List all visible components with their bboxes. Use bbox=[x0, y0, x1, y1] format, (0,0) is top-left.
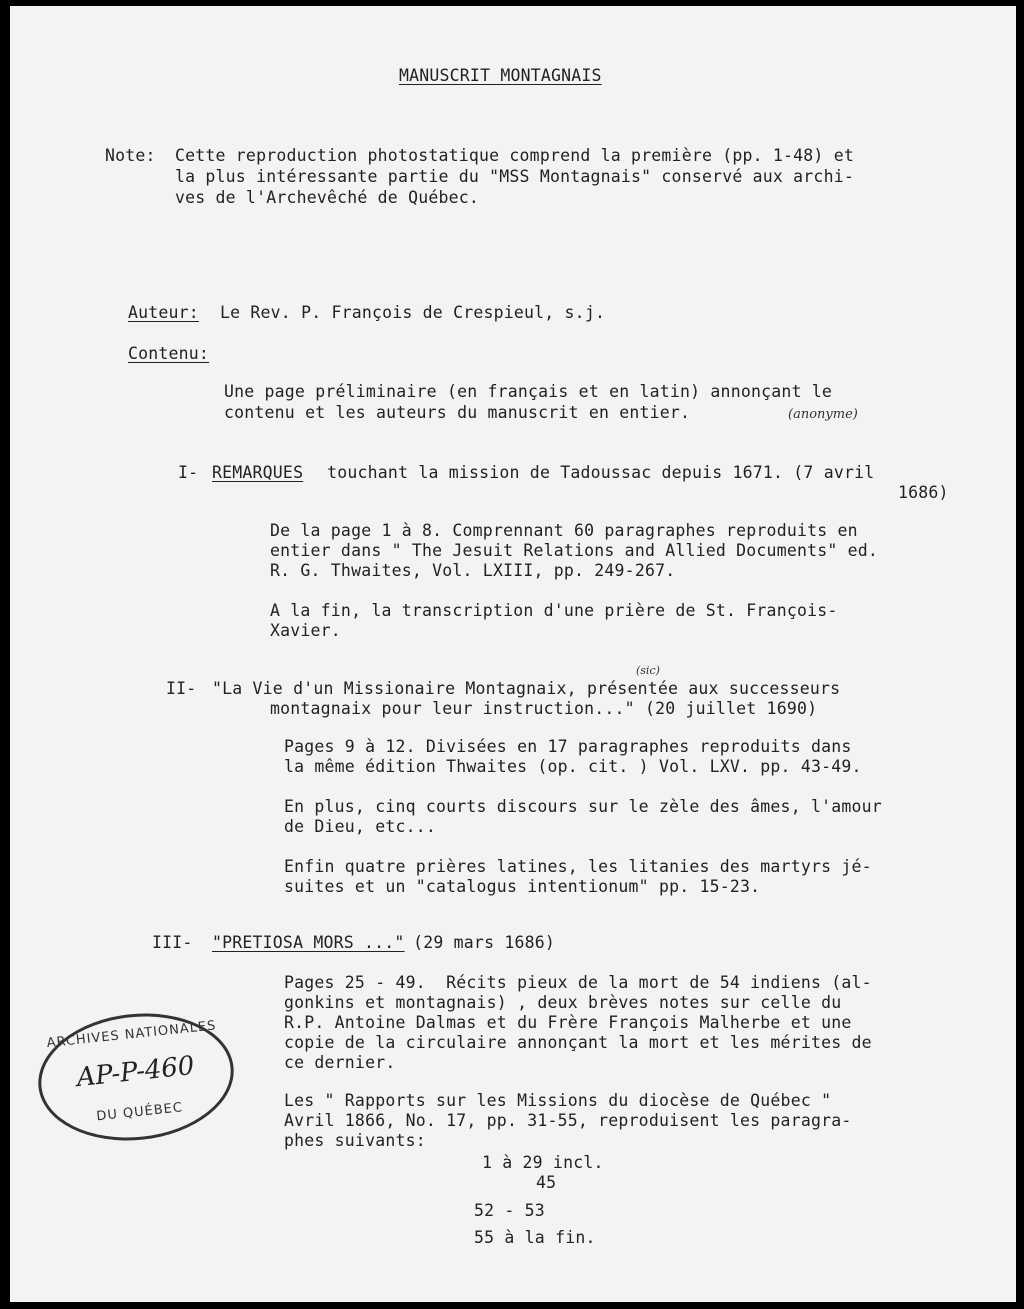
archives-stamp bbox=[32, 1004, 240, 1150]
handwritten-annotation: (anonyme) bbox=[788, 407, 858, 422]
paragraph-line: copie de la circulaire annonçant la mort et les mérites de bbox=[284, 1033, 872, 1052]
author-value: Le Rev. P. François de Crespieul, s.j. bbox=[220, 303, 606, 322]
stamp-bottom-text: DU QUÉBEC bbox=[95, 1100, 184, 1125]
section-heading: REMARQUES bbox=[212, 463, 304, 482]
paragraph-line: R. G. Thwaites, Vol. LXIII, pp. 249-267. bbox=[270, 561, 676, 580]
paragraph-line: la même édition Thwaites (op. cit. ) Vol. LXV. pp. 43-49. bbox=[284, 757, 862, 776]
note-line: Cette reproduction photostatique comprend la première (pp. 1-48) et bbox=[175, 146, 854, 165]
paragraph-line: Pages 9 à 12. Divisées en 17 paragraphes reproduits dans bbox=[284, 737, 852, 756]
document-title: MANUSCRIT MONTAGNAIS bbox=[399, 66, 602, 85]
section-heading-rest: touchant la mission de Tadoussac depuis 1671. (7 avril bbox=[317, 463, 875, 482]
note-line: la plus intéressante partie du "MSS Montagnais" conservé aux archi- bbox=[175, 167, 854, 186]
paragraph-line: gonkins et montagnais) , deux brèves notes sur celle du bbox=[284, 993, 842, 1012]
section-numeral: II- bbox=[166, 679, 197, 698]
list-item: 52 - 53 bbox=[474, 1201, 545, 1220]
paragraph-line: Les " Rapports sur les Missions du diocèse de Québec " bbox=[284, 1091, 832, 1110]
list-item: 45 bbox=[536, 1173, 557, 1192]
section-heading: montagnaix pour leur instruction..." (20 juillet 1690) bbox=[270, 699, 818, 718]
section-heading: "La Vie d'un Missionaire Montagnaix, présentée aux successeurs bbox=[212, 679, 841, 698]
author-label: Auteur: bbox=[128, 303, 199, 322]
section-numeral: I- bbox=[178, 463, 199, 482]
document-page bbox=[10, 6, 1016, 1302]
stamp-top-text: ARCHIVES NATIONALES bbox=[46, 1018, 218, 1052]
paragraph-line: A la fin, la transcription d'une prière de St. François- bbox=[270, 601, 838, 620]
list-item: 55 à la fin. bbox=[474, 1228, 596, 1247]
paragraph-line: En plus, cinq courts discours sur le zèle des âmes, l'amour bbox=[284, 797, 882, 816]
contents-intro-line: contenu et les auteurs du manuscrit en entier. bbox=[224, 403, 691, 422]
paragraph-line: de Dieu, etc... bbox=[284, 817, 437, 836]
section-heading: "PRETIOSA MORS ..." bbox=[212, 933, 405, 952]
paragraph-line: Xavier. bbox=[270, 621, 341, 640]
paragraph-line: R.P. Antoine Dalmas et du Frère François Malherbe et une bbox=[284, 1013, 852, 1032]
paragraph-line: suites et un "catalogus intentionum" pp. 15-23. bbox=[284, 877, 761, 896]
section-date: (29 mars 1686) bbox=[403, 933, 556, 952]
paragraph-line: De la page 1 à 8. Comprennant 60 paragraphes reproduits en bbox=[270, 521, 858, 540]
section-date: 1686) bbox=[898, 483, 949, 502]
paragraph-line: Avril 1866, No. 17, pp. 31-55, reproduisent les paragra- bbox=[284, 1111, 852, 1130]
paragraph-line: Enfin quatre prières latines, les litanies des martyrs jé- bbox=[284, 857, 872, 876]
paragraph-line: phes suivants: bbox=[284, 1131, 426, 1150]
paragraph-line: ce dernier. bbox=[284, 1053, 396, 1072]
note-line: ves de l'Archevêché de Québec. bbox=[175, 188, 480, 207]
contents-intro-line: Une page préliminaire (en français et en latin) annonçant le bbox=[224, 382, 833, 401]
list-item: 1 à 29 incl. bbox=[482, 1153, 604, 1172]
paragraph-line: Pages 25 - 49. Récits pieux de la mort de 54 indiens (al- bbox=[284, 973, 872, 992]
sic-annotation: (sic) bbox=[636, 664, 660, 677]
section-numeral: III- bbox=[152, 933, 193, 952]
note-label: Note: bbox=[105, 146, 156, 165]
stamp-code: AP-P-460 bbox=[75, 1050, 196, 1094]
contents-label: Contenu: bbox=[128, 344, 210, 363]
paragraph-line: entier dans " The Jesuit Relations and Allied Documents" ed. bbox=[270, 541, 879, 560]
